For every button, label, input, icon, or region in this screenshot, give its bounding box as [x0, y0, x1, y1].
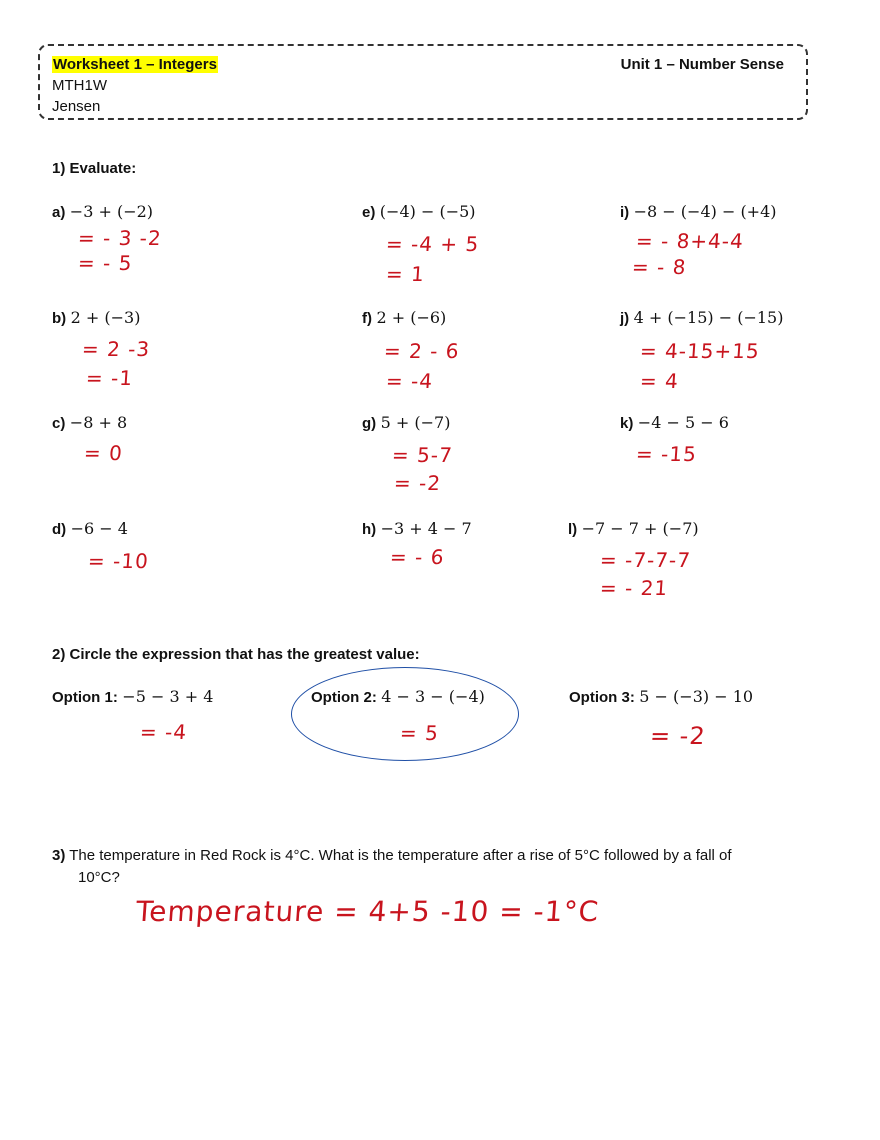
problem-label: l)	[568, 521, 578, 538]
handwritten-step: = 2 -3	[81, 337, 151, 361]
problem-h	[362, 519, 472, 539]
problem-expression: 4 + (−15) − (−15)	[633, 308, 784, 327]
problem-label: h)	[362, 521, 377, 538]
question-text-continued: 10°C?	[78, 869, 120, 886]
problem-f	[362, 308, 446, 328]
handwritten-answer: = - 5	[77, 251, 134, 275]
handwritten-answer: = 1	[385, 262, 426, 286]
option-expression: 4 − 3 − (−4)	[381, 687, 485, 706]
problem-label: j)	[620, 310, 630, 327]
handwritten-step: = -7-7-7	[599, 548, 692, 572]
option-1	[52, 687, 213, 707]
problem-expression: −3 + 4 − 7	[380, 519, 472, 538]
question-2-heading: 2) Circle the expression that has the greatest value:	[52, 646, 420, 663]
question-text: The temperature in Red Rock is 4°C. What is the temperature after a rise of 5°C followed by a fall of	[69, 847, 732, 864]
problem-label: c)	[52, 415, 66, 432]
problem-label: i)	[620, 204, 630, 221]
handwritten-answer: = -1	[85, 366, 134, 390]
worksheet-header	[38, 44, 808, 120]
handwritten-step: = 5-7	[391, 443, 454, 467]
problem-g	[362, 413, 450, 433]
problem-k	[620, 413, 729, 433]
problem-i	[620, 202, 777, 222]
handwritten-step: = 4-15+15	[639, 339, 761, 363]
handwritten-answer: = -10	[87, 549, 150, 573]
handwritten-step: = - 8+4-4	[635, 229, 745, 253]
problem-d	[52, 519, 128, 539]
problem-expression: −8 − (−4) − (+4)	[633, 202, 777, 221]
problem-label: e)	[362, 204, 376, 221]
problem-label: g)	[362, 415, 377, 432]
problem-j	[620, 308, 783, 328]
handwritten-step: = 2 - 6	[383, 339, 461, 363]
problem-a	[52, 202, 153, 222]
question-number: 3)	[52, 847, 66, 864]
handwritten-step: = -4 + 5	[385, 232, 481, 256]
problem-label: k)	[620, 415, 634, 432]
problem-expression: −6 − 4	[70, 519, 128, 538]
problem-l	[568, 519, 699, 539]
answer-circle	[291, 667, 519, 761]
question-3	[52, 845, 812, 889]
problem-label: d)	[52, 521, 67, 538]
problem-label: b)	[52, 310, 67, 327]
problem-expression: −4 − 5 − 6	[637, 413, 729, 432]
option-expression: −5 − 3 + 4	[122, 687, 214, 706]
problem-expression: −7 − 7 + (−7)	[581, 519, 699, 538]
problem-expression: −3 + (−2)	[69, 202, 154, 221]
handwritten-answer: = - 21	[599, 576, 669, 600]
handwritten-answer: = 5	[399, 721, 440, 745]
option-label: Option 1:	[52, 689, 118, 706]
handwritten-answer: = -15	[635, 442, 698, 466]
problem-expression: 2 + (−3)	[70, 308, 141, 327]
handwritten-answer: = - 6	[389, 545, 446, 569]
worksheet-title: Worksheet 1 – Integers	[53, 56, 217, 73]
problem-e	[362, 202, 476, 222]
handwritten-solution: Temperature = 4+5 -10 = -1°C	[134, 895, 601, 928]
handwritten-step: = - 3 -2	[77, 226, 163, 250]
problem-expression: (−4) − (−5)	[379, 202, 476, 221]
handwritten-answer: = 0	[83, 441, 124, 465]
problem-c	[52, 413, 127, 433]
teacher-name: Jensen	[52, 98, 101, 115]
option-label: Option 2:	[311, 689, 377, 706]
problem-expression: −8 + 8	[69, 413, 128, 432]
option-3	[569, 687, 753, 707]
handwritten-answer: = -2	[393, 471, 442, 495]
course-code: MTH1W	[52, 77, 107, 94]
problem-b	[52, 308, 140, 328]
question-1-heading: 1) Evaluate:	[52, 160, 137, 177]
problem-label: a)	[52, 204, 66, 221]
option-label: Option 3:	[569, 689, 635, 706]
problem-label: f)	[362, 310, 372, 327]
handwritten-answer: = -2	[649, 722, 707, 750]
handwritten-answer: = - 8	[631, 255, 688, 279]
problem-expression: 5 + (−7)	[380, 413, 451, 432]
option-expression: 5 − (−3) − 10	[639, 687, 754, 706]
unit-title: Unit 1 – Number Sense	[620, 56, 784, 73]
handwritten-answer: = 4	[639, 369, 680, 393]
handwritten-answer: = -4	[139, 720, 188, 744]
option-2	[311, 687, 485, 707]
problem-expression: 2 + (−6)	[376, 308, 447, 327]
handwritten-answer: = -4	[385, 369, 434, 393]
